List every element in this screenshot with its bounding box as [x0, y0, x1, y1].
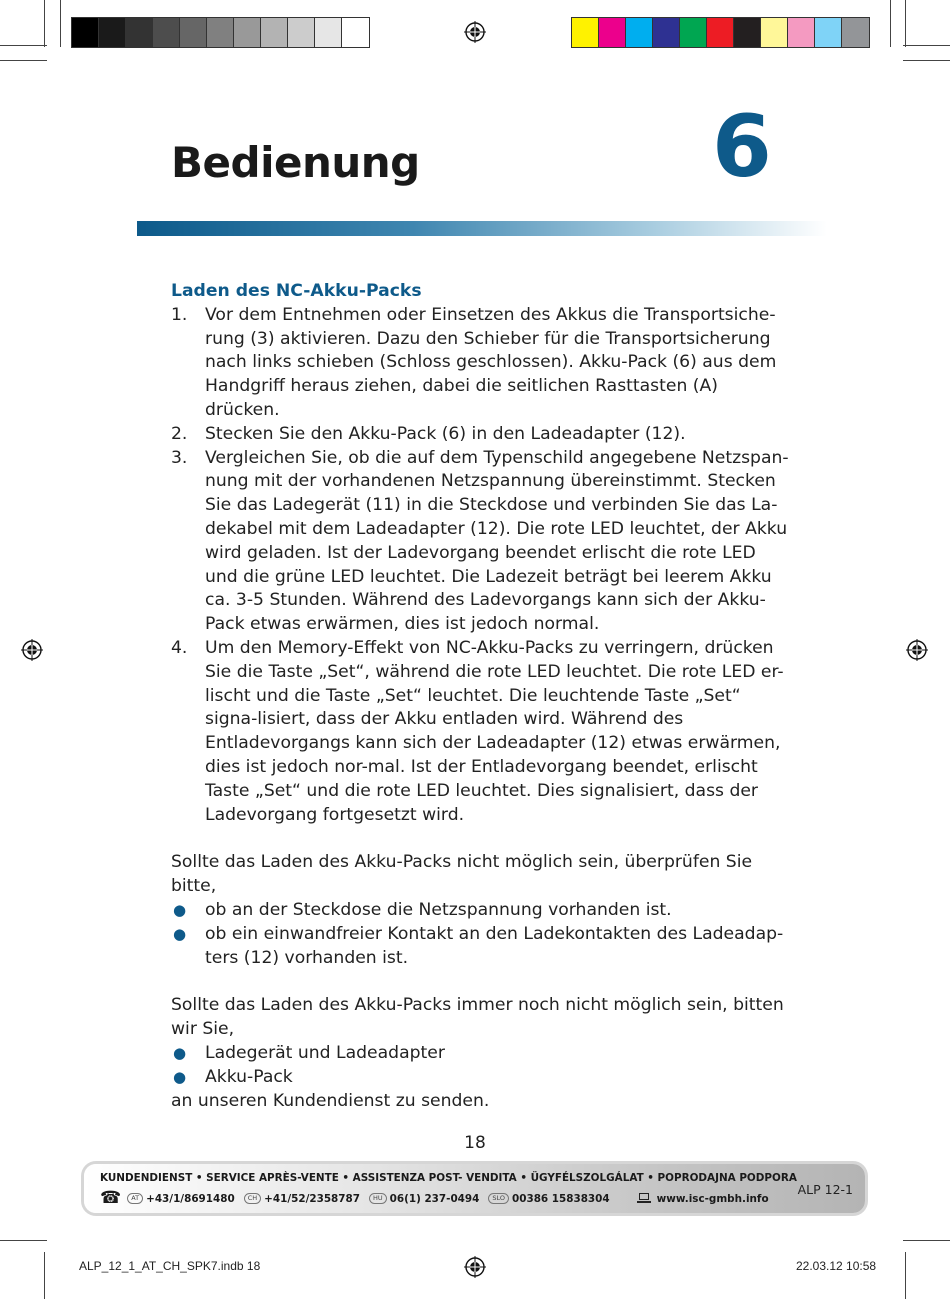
- color-swatch: [680, 18, 707, 47]
- contact-line: [100, 1190, 769, 1207]
- check-item: ● ob an der Steckdose die Netzspannung vorhanden ist.: [171, 899, 791, 923]
- color-swatch: [653, 18, 680, 47]
- step-item: [171, 637, 791, 827]
- gray-swatch: [261, 18, 288, 47]
- main-content: [171, 280, 791, 1113]
- phone-icon: ☎: [100, 1188, 122, 1208]
- phone-ch[interactable]: CH +41/52/2358787: [244, 1193, 360, 1205]
- instruction-steps: [171, 304, 791, 828]
- service-footer: [84, 1164, 865, 1213]
- registration-mark-left: [21, 639, 43, 661]
- color-swatch: [815, 18, 842, 47]
- service-line: KUNDENDIENST • SERVICE APRÈS-VENTE • ASSISTENZA POST- VENDITA • ÜGYFÉLSZOLGÁLAT • POPRODAJNA PODPORA: [100, 1172, 797, 1184]
- slug-filename: ALP_12_1_AT_CH_SPK7.indb 18: [79, 1259, 261, 1273]
- step-item: [171, 423, 791, 447]
- phone-at[interactable]: AT +43/1/8691480: [127, 1193, 235, 1205]
- model-label: ALP 12-1: [797, 1182, 853, 1197]
- crop-mark-tr-h2: [903, 60, 950, 61]
- bullet-icon: ●: [173, 900, 187, 919]
- step-number: 3.: [171, 447, 188, 468]
- step-item: [171, 304, 791, 423]
- section-title: Laden des NC-Akku-Packs: [171, 281, 422, 301]
- step-item: [171, 447, 791, 637]
- send-intro: Sollte das Laden des Akku-Packs immer noch nicht möglich sein, bitten wir Sie,: [171, 995, 784, 1040]
- crop-mark-tr-h: [903, 45, 950, 46]
- gray-swatch: [72, 18, 99, 47]
- send-item: ● Ladegerät und Ladeadapter: [171, 1042, 791, 1066]
- gray-swatch: [207, 18, 234, 47]
- send-list: [171, 1042, 791, 1090]
- crop-mark-tr-v2: [890, 0, 891, 47]
- gray-swatch: [180, 18, 207, 47]
- color-swatch: [599, 18, 626, 47]
- header-gradient-band: [137, 221, 827, 236]
- color-swatch: [572, 18, 599, 47]
- step-number: 4.: [171, 637, 188, 658]
- chapter-number: 6: [712, 97, 772, 197]
- color-swatch: [626, 18, 653, 47]
- gray-swatch: [315, 18, 342, 47]
- check-list: [171, 899, 791, 970]
- step-number: 1.: [171, 304, 188, 325]
- crop-mark-br-h: [903, 1240, 950, 1241]
- crop-mark-tl-h2: [0, 60, 47, 61]
- step-number: 2.: [171, 423, 188, 444]
- bullet-icon: ●: [173, 1043, 187, 1062]
- crop-mark-bl-h: [0, 1240, 47, 1241]
- send-outro: an unseren Kundendienst zu senden.: [171, 1090, 490, 1111]
- laptop-icon: [637, 1193, 651, 1204]
- color-calibration-bar: [571, 17, 870, 48]
- step-text: Stecken Sie den Akku-Pack (6) in den Ladeadapter (12).: [205, 423, 686, 444]
- gray-swatch: [342, 18, 369, 47]
- color-swatch: [842, 18, 869, 47]
- gray-swatch: [126, 18, 153, 47]
- registration-mark-top: [464, 21, 486, 43]
- page-title: Bedienung: [171, 138, 420, 187]
- gray-calibration-bar: [71, 17, 370, 48]
- color-swatch: [788, 18, 815, 47]
- gray-swatch: [99, 18, 126, 47]
- crop-mark-br-v: [905, 1252, 906, 1299]
- crop-mark-tr-v: [905, 0, 906, 47]
- step-text: Um den Memory-Effekt von NC-Akku-Packs zu verringern, drücken Sie die Taste „Set“, während die rote LED leuchtet. Die rote LED er-lischt und die Taste „Set“ leuchtet. Die leuchtende Taste „Set“ signa-lisiert, dass der Akku entladen wird. Während des Entladevorgangs kann sich der Ladeadapter (12) etwas erwärmen, dies ist jedoch nor-mal. Ist der Entladevorgang beendet, erlischt Taste „Set“ und die rote LED leuchtet. Dies signalisiert, dass der Ladevorgang fortgesetzt wird.: [205, 637, 784, 825]
- registration-mark-right: [906, 639, 928, 661]
- gray-swatch: [288, 18, 315, 47]
- gray-swatch: [234, 18, 261, 47]
- phone-hu[interactable]: HU 06(1) 237-0494: [369, 1193, 479, 1205]
- slug-datetime: 22.03.12 10:58: [796, 1259, 877, 1273]
- bullet-icon: ●: [173, 1067, 187, 1086]
- step-text: Vergleichen Sie, ob die auf dem Typenschild angegebene Netzspan-nung mit der vorhandenen Netzspannung übereinstimmt. Stecken Sie das Ladegerät (11) in die Steckdose und verbinden Sie das La-dekabel mit dem Ladeadapter (12). Die rote LED leuchtet, der Akku wird geladen. Ist der Ladevorgang beendet erlischt die rote LED und die grüne LED leuchtet. Die Ladezeit beträgt bei leerem Akku ca. 3-5 Stunden. Während des Ladevorgangs kann sich der Akku-Pack etwas erwärmen, dies ist jedoch normal.: [205, 447, 789, 635]
- crop-mark-tl-h: [0, 45, 47, 46]
- color-swatch: [761, 18, 788, 47]
- website-link[interactable]: www.isc-gmbh.info: [637, 1193, 769, 1205]
- check-item: ● ob ein einwandfreier Kontakt an den Ladekontakten des Ladeadap-ters (12) vorhanden ist.: [173, 923, 784, 968]
- registration-mark-bottom: [464, 1256, 486, 1278]
- check-intro: Sollte das Laden des Akku-Packs nicht möglich sein, überprüfen Sie bitte,: [171, 852, 753, 897]
- gray-swatch: [153, 18, 180, 47]
- send-item: ● Akku-Pack: [171, 1066, 791, 1090]
- color-swatch: [707, 18, 734, 47]
- color-swatch: [734, 18, 761, 47]
- phone-slo[interactable]: SLO 00386 15838304: [488, 1193, 609, 1205]
- page-number: 18: [464, 1133, 486, 1153]
- step-text: Vor dem Entnehmen oder Einsetzen des Akkus die Transportsiche-rung (3) aktivieren. Dazu den Schieber für die Transportsicherung nach links schieben (Schloss geschlossen). Akku-Pack (6) aus dem Handgriff heraus ziehen, dabei die seitlichen Rasttasten (A) drücken.: [205, 304, 777, 420]
- crop-mark-tl-v: [44, 0, 45, 47]
- crop-mark-bl-v: [44, 1252, 45, 1299]
- bullet-icon: ●: [173, 924, 187, 943]
- crop-mark-tl-v2: [60, 0, 61, 47]
